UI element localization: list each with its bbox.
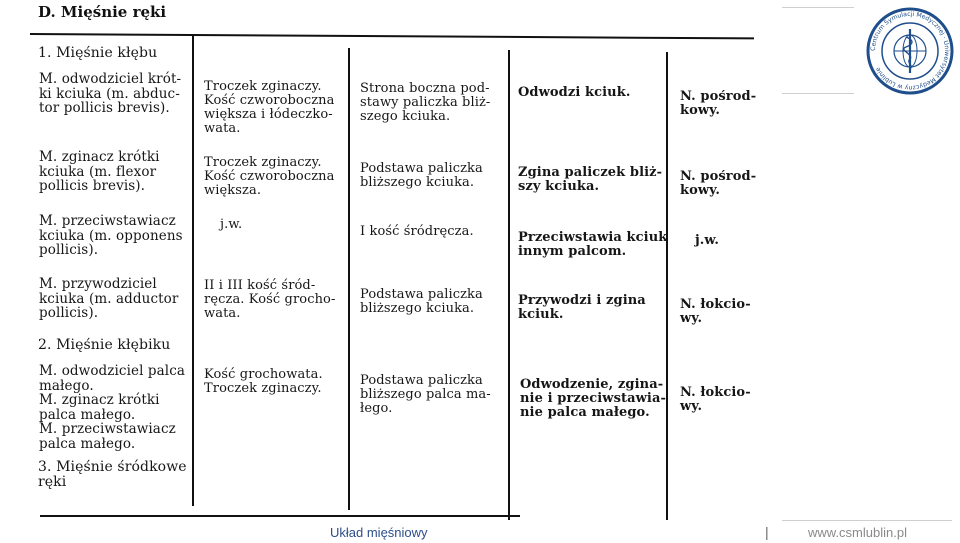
group-heading-hypothenar: 2. Mięśnie kłębiku <box>38 337 171 353</box>
table-cell-action: Zgina paliczek bliż- szy kciuka. <box>518 165 663 194</box>
section-title: D. Mięśnie ręki <box>38 3 167 21</box>
university-logo <box>866 7 954 95</box>
group-heading-thenar: 1. Mięśnie kłębu <box>38 45 158 61</box>
footer-divider-line <box>782 520 952 521</box>
table-cell-nerve: j.w. <box>695 233 720 248</box>
table-cell-action: Przywodzi i zgina kciuk. <box>518 293 646 322</box>
column-rule-4 <box>666 52 668 520</box>
column-rule-3 <box>508 50 510 520</box>
table-cell-action: Przeciwstawia kciuk innym palcom. <box>518 230 668 259</box>
table-cell-insertion: Podstawa paliczka bliższego palca ma- łego. <box>360 373 491 416</box>
table-cell-insertion: Podstawa paliczka bliższego kciuka. <box>360 287 483 316</box>
column-rule-2 <box>348 48 350 510</box>
table-cell-insertion: I kość śródręcza. <box>360 224 474 239</box>
header-divider-line <box>782 93 854 94</box>
group-heading-middle: 3. Mięśnie śródkowe ręki <box>38 459 187 490</box>
svg-text:Centrum Symulacji Medycznej ·: Centrum Symulacji Medycznej · Uniwersytet Medyczny w Lublinie <box>869 10 951 92</box>
table-cell-action: Odwodzenie, zgina- nie i przeciwstawia- nie palca małego. <box>520 377 666 420</box>
table-top-rule <box>30 33 754 39</box>
table-cell-nerve: N. łokcio- wy. <box>680 297 751 326</box>
table-cell-nerve: N. pośrod- kowy. <box>680 89 757 118</box>
table-cell-muscle: M. zginacz krótki kciuka (m. flexor pollicis brevis). <box>39 149 160 194</box>
footer-title: Układ mięśniowy <box>330 525 428 540</box>
table-cell-insertion: Strona boczna pod- stawy paliczka bliż- szego kciuka. <box>360 81 491 124</box>
table-bottom-rule <box>40 515 520 517</box>
table-cell-nerve: N. pośrod- kowy. <box>680 169 757 198</box>
table-cell-action: Odwodzi kciuk. <box>518 85 631 100</box>
footer-website-link[interactable]: www.csmlublin.pl <box>808 525 907 540</box>
table-cell-origin: j.w. <box>220 217 243 232</box>
scanned-table-page <box>30 0 770 525</box>
column-rule-1 <box>192 36 194 506</box>
table-cell-nerve: N. łokcio- wy. <box>680 385 751 414</box>
header-divider-line <box>782 7 854 8</box>
footer-separator: | <box>765 524 769 540</box>
table-cell-origin: Troczek zginaczy. Kość czworoboczna większa i łódeczko- wata. <box>204 79 335 136</box>
table-cell-origin: Troczek zginaczy. Kość czworoboczna większa. <box>204 155 335 198</box>
table-cell-origin: II i III kość śród- ręcza. Kość grocho- wata. <box>204 278 336 321</box>
table-cell-origin: Kość grochowata. Troczek zginaczy. <box>204 367 323 396</box>
table-cell-muscle: M. odwodziciel palca małego. M. zginacz krótki palca małego. M. przeciwstawiacz palca małego. <box>39 363 186 452</box>
table-cell-muscle: M. przywodziciel kciuka (m. adductor pollicis). <box>39 276 179 321</box>
table-cell-insertion: Podstawa paliczka bliższego kciuka. <box>360 161 483 190</box>
table-cell-muscle: M. odwodziciel krót- ki kciuka (m. abduc- tor pollicis brevis). <box>39 71 182 116</box>
table-cell-muscle: M. przeciwstawiacz kciuka (m. opponens pollicis). <box>39 213 183 258</box>
